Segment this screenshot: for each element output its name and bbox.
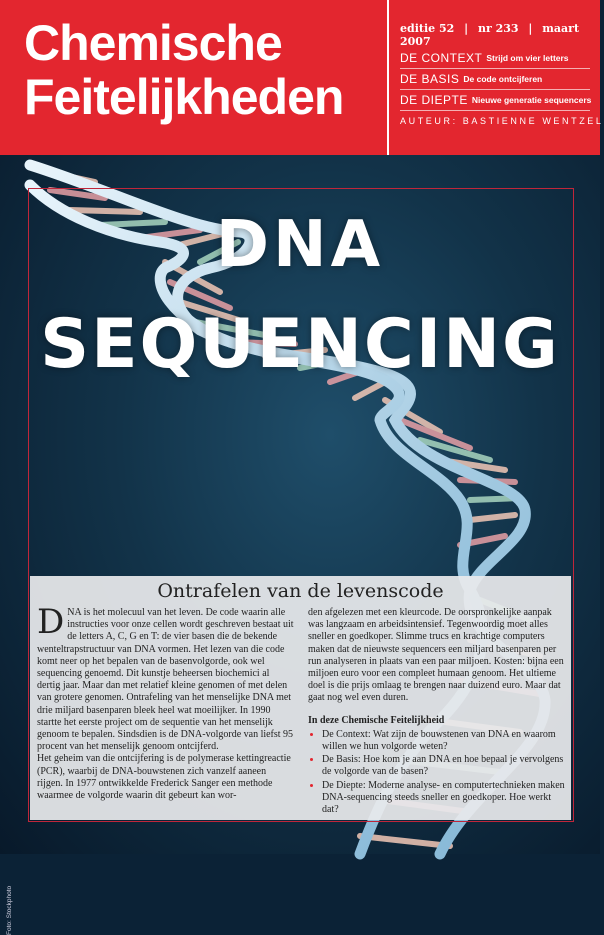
section-text: Nieuwe generatie sequencers [471, 95, 592, 105]
section-diepte[interactable] [400, 90, 590, 111]
issue-date: maart 2007 [400, 22, 580, 48]
issue-separator: | [528, 22, 533, 35]
cover-title-line2: SEQUENCING [40, 305, 560, 384]
issue-number: nr 233 [477, 22, 519, 35]
cover-title-line1: DNA [215, 208, 385, 282]
article-headline: Ontrafelen van de levenscode [157, 580, 444, 602]
contents-title: In deze Chemische Feitelijkheid [308, 714, 445, 726]
contents-list [308, 729, 565, 816]
photo-credit: Foto: Stockphoto [6, 885, 13, 935]
edition-label: editie 52 [400, 22, 455, 35]
article-column-right [308, 607, 565, 817]
section-list [400, 48, 604, 131]
contents-box [308, 715, 565, 817]
article-text: NA is het molecuul van het leven. De code waarin alle instructies voor onze cellen wordt geschreven bestaat uit de letters A, C, G en T: de vier basen die de bekende wenteltrapstructuur van DNA vormen. Het lezen van die code komt neer op het bepalen van de basenvolgorde, ook wel sequencing genoemd. Dit kunstje beheersen biochemici al dertig jaar. Maar dan met relatief kleine genomen of met delen van grotere genomen. Ontrafeling van het menselijke DNA met drie miljard basenparen bleek heel wat moeilijker. In 1990 startte het eerste project om de sequentie van het menselijk genoom te bepalen. Sindsdien is de DNA-volgorde van liefst 95 procent van het menselijk genoom ontcijferd. [37, 607, 294, 753]
masthead [0, 0, 604, 155]
article-columns [37, 602, 565, 817]
article-paragraph: den afgelezen met een kleurcode. De oorspronkelijke aanpak was langzaam en arbeidsintensief. Tegenwoordig moet alles sneller en goedkoper. Slimme trucs en krachtige computers maken dat de nieuwste sequencers een miljard basenparen per run analyseren in plaats van een paar miljoen. Kosten: bijna een miljoen euro voor een compleet humaan genoom. Het ultieme doel is die prijs omlaag te brengen naar duizend euro. Maar dat gaat nog wel even duren. [308, 607, 564, 704]
dropcap: D [37, 602, 65, 642]
header-divider [387, 0, 389, 155]
section-text: Strijd om vier letters [486, 53, 569, 63]
section-key: DE BASIS [400, 72, 460, 86]
article-paragraph [37, 602, 294, 753]
contents-item-diepte: • De Diepte: Moderne analyse- en computertechnieken maken DNA-sequencing steeds sneller en goedkoper. Hoe werkt dat? [322, 780, 565, 817]
magazine-title [24, 16, 343, 124]
contents-item-context: • De Context: Wat zijn de bouwstenen van DNA en waarom willen we hun volgorde weten? [322, 729, 565, 753]
section-key: DE CONTEXT [400, 51, 483, 65]
intro-article [30, 576, 571, 820]
section-basis[interactable] [400, 69, 590, 90]
section-text: De code ontcijferen [463, 74, 543, 84]
article-paragraph: Het geheim van die ontcijfering is de polymerase kettingreactie (PCR), waarbij de DNA-bouwstenen zich vanzelf aaneen rijgen. In 1977 ontwikkelde Frederick Sanger een methode waarmee de volgorde waarin dit gebeurt kan wor- [37, 753, 291, 802]
issue-info [400, 22, 600, 48]
contents-item-basis: • De Basis: Hoe kom je aan DNA en hoe bepaal je vervolgens de volgorde van de basen? [322, 754, 565, 778]
magazine-title-line2: Feitelijkheden [24, 69, 344, 125]
issue-separator: | [464, 22, 469, 35]
author-line: AUTEUR: BASTIENNE WENTZEL [400, 116, 604, 126]
section-context[interactable] [400, 48, 590, 69]
section-key: DE DIEPTE [400, 93, 468, 107]
magazine-title-line1: Chemische [24, 15, 282, 71]
article-column-left [37, 602, 294, 817]
